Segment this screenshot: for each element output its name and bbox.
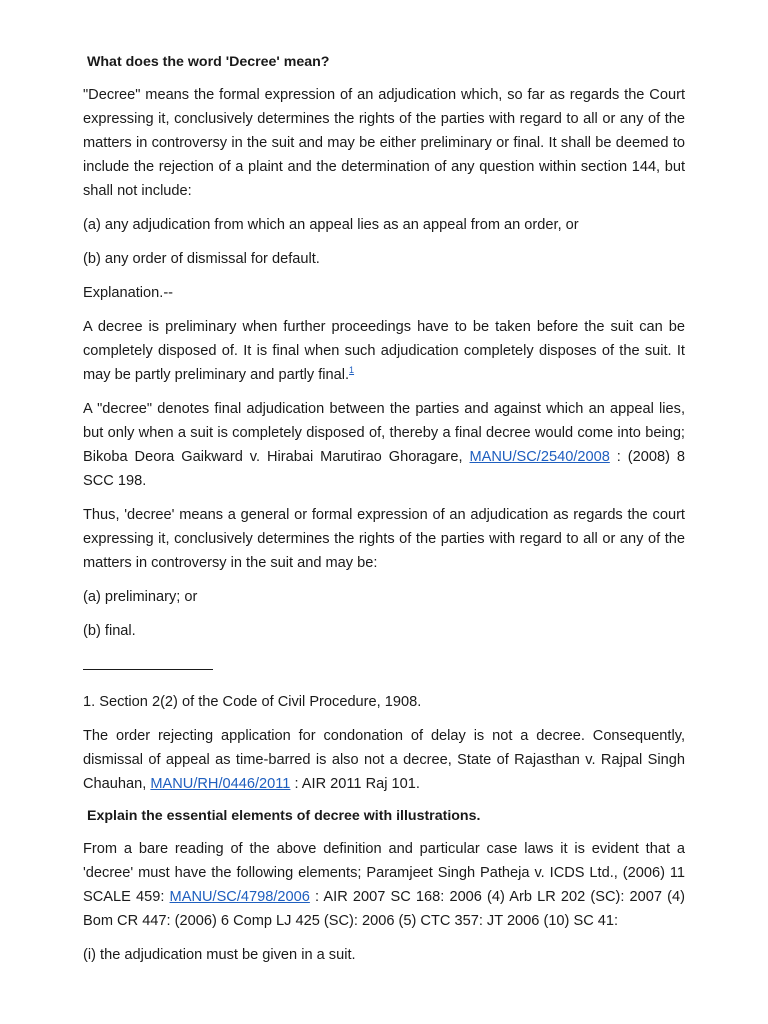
case-bikoba-citation: : (2008) 8 SCC 198. bbox=[83, 449, 685, 489]
case-paramjeet-text: From a bare reading of the above definition and particular case laws it is evident that a 'decree' must have the following elements; Paramjeet Singh Patheja v. ICDS Ltd., (2006) 11 SCALE 459: bbox=[83, 841, 685, 905]
section-heading-essential-elements: Explain the essential elements of decree with illustrations. bbox=[87, 808, 481, 824]
footnote-divider bbox=[83, 669, 213, 670]
definition-paragraph: "Decree" means the formal expression of an adjudication which, so far as regards the Court expressing it, conclusively determines the rights of the parties with regard to all or any of the matters in controversy in the suit and may be either preliminary or final. It shall be deemed to include the rejection of a plaint and the determination of any question within section 144, but shall not include: bbox=[83, 87, 685, 199]
case-bikoba-text: A "decree" denotes final adjudication between the parties and against which an appeal lies, but only when a suit is completely disposed of, thereby a final decree would come into being; Bikoba Deora Gaikward v. Hirabai Marutirao Ghoragare, bbox=[83, 401, 685, 465]
citation-link-manu-rh-0446-2011[interactable]: MANU/RH/0446/2011 bbox=[150, 776, 291, 792]
case-bikoba-paragraph bbox=[83, 397, 685, 493]
thus-paragraph: Thus, 'decree' means a general or formal expression of an adjudication as regards the court expressing it, conclusively determines the rights of the parties with regard to all or any of the matters in controversy in the suit and may be: bbox=[83, 507, 685, 571]
exclusion-a: (a) any adjudication from which an appeal lies as an appeal from an order, or bbox=[83, 217, 579, 233]
decree-type-a: (a) preliminary; or bbox=[83, 589, 198, 605]
section-heading-decree-meaning: What does the word 'Decree' mean? bbox=[87, 54, 330, 70]
case-rajpal-text: The order rejecting application for condonation of delay is not a decree. Consequently, dismissal of appeal as time-barred is also not a decree, State of Rajasthan v. Rajpal Singh Chauhan, bbox=[83, 728, 685, 792]
case-rajpal-citation: : AIR 2011 Raj 101. bbox=[290, 776, 420, 792]
citation-link-manu-sc-4798-2006[interactable]: MANU/SC/4798/2006 bbox=[169, 889, 310, 905]
case-paramjeet-citation: : AIR 2007 SC 168: 2006 (4) Arb LR 202 (SC): 2007 (4) Bom CR 447: (2006) 6 Comp LJ 425 (SC): 2006 (5) CTC 357: JT 2006 (10) SC 41: bbox=[83, 889, 685, 929]
element-i: (i) the adjudication must be given in a suit. bbox=[83, 947, 356, 963]
exclusion-b: (b) any order of dismissal for default. bbox=[83, 251, 320, 267]
case-paramjeet-paragraph bbox=[83, 837, 685, 933]
decree-type-b: (b) final. bbox=[83, 623, 136, 639]
explanation-label: Explanation.-- bbox=[83, 285, 174, 301]
footnote-ref-link[interactable]: 1 bbox=[349, 365, 355, 376]
document-page bbox=[83, 52, 685, 977]
explanation-text: A decree is preliminary when further proceedings have to be taken before the suit can be completely disposed of. It is final when such adjudication completely disposes of the suit. It may be partly preliminary and partly final. bbox=[83, 319, 685, 383]
explanation-paragraph bbox=[83, 315, 685, 387]
footnote-1: 1. Section 2(2) of the Code of Civil Procedure, 1908. bbox=[83, 694, 422, 710]
case-rajpal-paragraph bbox=[83, 724, 685, 796]
citation-link-manu-sc-2540-2008[interactable]: MANU/SC/2540/2008 bbox=[469, 449, 610, 465]
